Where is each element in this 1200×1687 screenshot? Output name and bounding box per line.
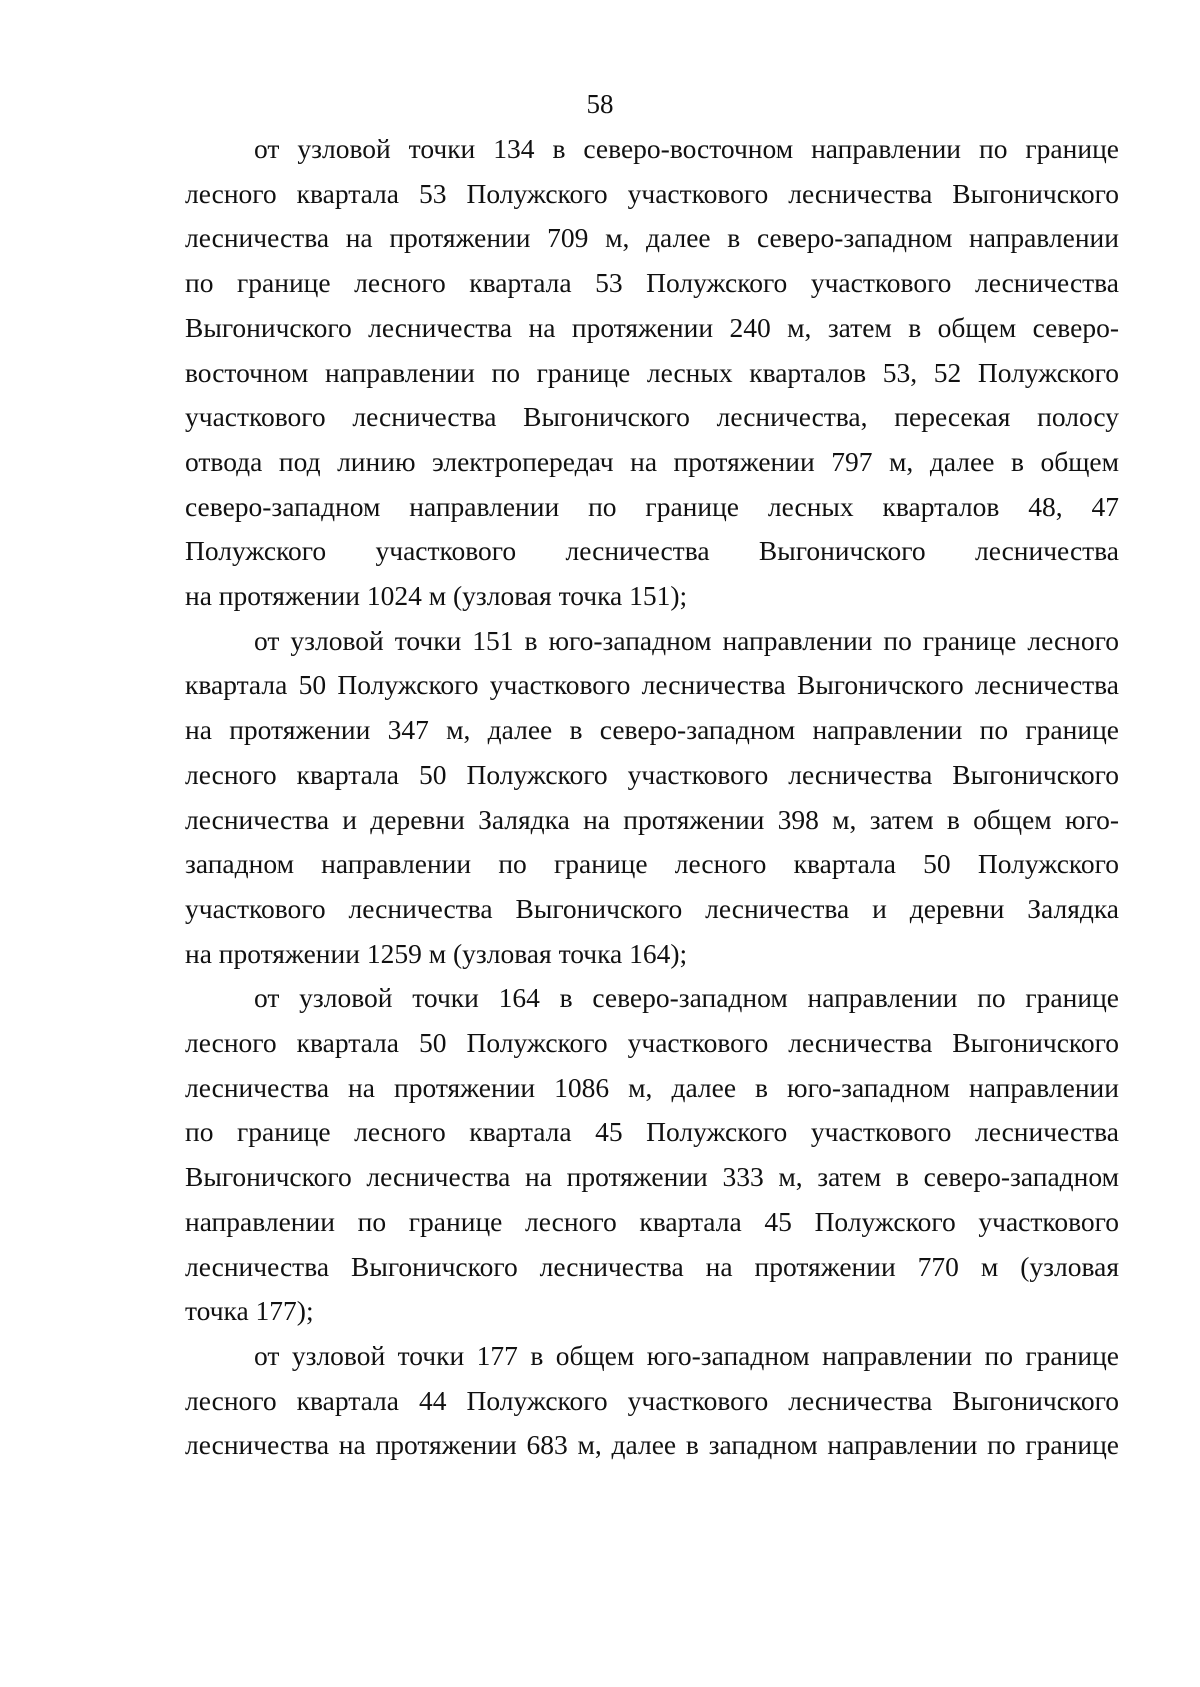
- text-line: от узловой точки 134 в северо-восточном направлении по границе: [254, 133, 1119, 164]
- text-line: лесничества на протяжении 709 м, далее в северо-западном направлении: [185, 222, 1119, 254]
- text-line: Выгоничского лесничества на протяжении 240 м, затем в общем северо-: [185, 311, 1119, 343]
- paragraph: [185, 127, 1119, 619]
- text-line: лесничества и деревни Залядка на протяжении 398 м, затем в общем юго-: [185, 803, 1119, 835]
- text-line: Полужского участкового лесничества Выгоничского лесничества: [185, 535, 1119, 567]
- text-line: квартала 50 Полужского участкового лесничества Выгоничского лесничества: [185, 669, 1119, 701]
- text-line: от узловой точки 164 в северо-западном направлении по границе: [254, 982, 1119, 1014]
- document-body: [185, 127, 1119, 1468]
- text-line: по границе лесного квартала 45 Полужского участкового лесничества: [185, 1116, 1119, 1148]
- text-line: участкового лесничества Выгоничского лесничества и деревни Залядка: [185, 892, 1119, 924]
- text-line: лесного квартала 44 Полужского участкового лесничества Выгоничского: [185, 1384, 1119, 1416]
- text-line: на протяжении 1024 м (узловая точка 151);: [185, 580, 688, 612]
- text-line: на протяжении 347 м, далее в северо-западном направлении по границе: [185, 714, 1119, 746]
- text-line: лесного квартала 53 Полужского участкового лесничества Выгоничского: [185, 177, 1119, 209]
- text-line: лесничества на протяжении 683 м, далее в западном направлении по границе: [185, 1429, 1119, 1461]
- text-line: направлении по границе лесного квартала 45 Полужского участкового: [185, 1205, 1119, 1237]
- text-line: западном направлении по границе лесного квартала 50 Полужского: [185, 848, 1119, 880]
- text-line: лесного квартала 50 Полужского участкового лесничества Выгоничского: [185, 1027, 1119, 1059]
- text-line: Выгоничского лесничества на протяжении 333 м, затем в северо-западном: [185, 1161, 1119, 1193]
- paragraph: [185, 1334, 1119, 1468]
- paragraph: [185, 619, 1119, 977]
- text-line: точка 177);: [185, 1295, 314, 1327]
- text-line: лесничества на протяжении 1086 м, далее в юго-западном направлении: [185, 1071, 1119, 1103]
- text-line: от узловой точки 177 в общем юго-западном направлении по границе: [254, 1339, 1119, 1371]
- paragraph: [185, 976, 1119, 1334]
- text-line: лесного квартала 50 Полужского участкового лесничества Выгоничского: [185, 758, 1119, 790]
- text-line: лесничества Выгоничского лесничества на протяжении 770 м (узловая: [185, 1250, 1119, 1282]
- text-line: по границе лесного квартала 53 Полужского участкового лесничества: [185, 267, 1119, 299]
- text-line: участкового лесничества Выгоничского лесничества, пересекая полосу: [185, 401, 1119, 433]
- text-line: восточном направлении по границе лесных кварталов 53, 52 Полужского: [185, 356, 1119, 388]
- text-line: северо-западном направлении по границе лесных кварталов 48, 47: [185, 490, 1119, 522]
- text-line: от узловой точки 151 в юго-западном направлении по границе лесного: [254, 624, 1119, 656]
- page-number: 58: [586, 89, 614, 119]
- text-line: на протяжении 1259 м (узловая точка 164);: [185, 937, 688, 969]
- text-line: отвода под линию электропередач на протяжении 797 м, далее в общем: [185, 445, 1119, 477]
